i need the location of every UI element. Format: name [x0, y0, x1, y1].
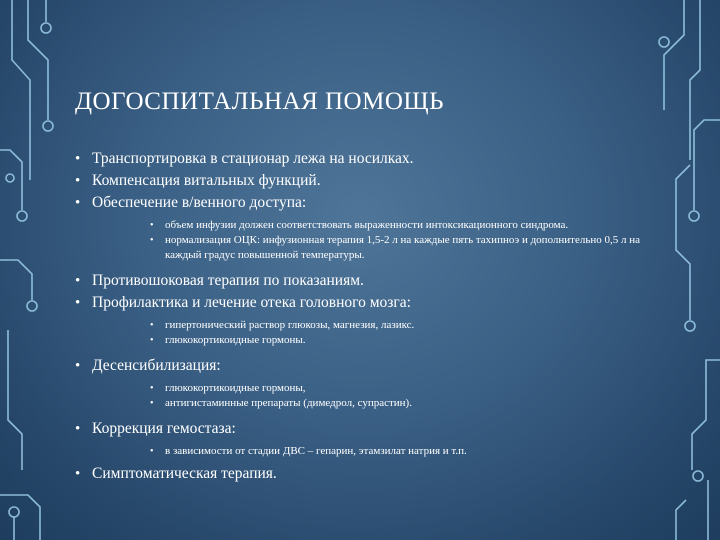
bullet-desensitization: [75, 355, 675, 377]
sub-bullet-text: глюкокортикоидные гормоны.: [165, 334, 306, 346]
bullet-iv-access: [75, 192, 675, 214]
bullet-brain-edema: [75, 292, 675, 314]
sub-bullet-infusion-volume: [150, 218, 660, 233]
sub-bullet-glucocorticoids: [150, 333, 660, 348]
sub-bullet-text: объем инфузии должен соответствовать выраженности интоксикационного синдрома.: [165, 219, 569, 231]
bullet-icon: •: [75, 466, 81, 482]
bullet-text: Обеспечение в/венного доступа:: [92, 194, 307, 211]
bullet-icon: •: [75, 421, 81, 437]
sub-bullet-icon: •: [150, 335, 154, 346]
sub-bullet-icon: •: [150, 235, 154, 246]
bullet-text: Профилактика и лечение отека головного мозга:: [92, 294, 411, 311]
slide-content: [75, 148, 675, 485]
bullet-vital-functions: [75, 170, 675, 192]
bullet-text: Противошоковая терапия по показаниям.: [92, 272, 364, 289]
bullet-text: Десенсибилизация:: [92, 357, 221, 374]
sub-bullet-text: гипертонический раствор глюкозы, магнезия, лазикс.: [165, 319, 415, 331]
sub-bullet-text: глюкокортикоидные гормоны,: [165, 382, 306, 394]
bullet-hemostasis: [75, 418, 675, 440]
bullet-icon: •: [75, 273, 81, 289]
bullet-text: Симптоматическая терапия.: [92, 465, 277, 482]
sub-bullet-antihistamines: [150, 396, 660, 411]
sub-bullet-icon: •: [150, 220, 154, 231]
bullet-icon: •: [75, 195, 81, 211]
bullet-icon: •: [75, 358, 81, 374]
bullet-icon: •: [75, 295, 81, 311]
sub-bullet-icon: •: [150, 320, 154, 331]
sub-bullet-glucocorticoids-2: [150, 381, 660, 396]
sub-bullet-bcv-normalization: [150, 233, 660, 263]
bullet-icon: •: [75, 151, 81, 167]
sub-bullet-icon: •: [150, 446, 154, 457]
slide-title: ДОГОСПИТАЛЬНАЯ ПОМОЩЬ: [75, 88, 444, 115]
bullet-icon: •: [75, 173, 81, 189]
sub-bullet-text: нормализация ОЦК: инфузионная терапия 1,5-2 л на каждые пять тахипноэ и дополнительно 0,5 л на каждый градус повышенной температуры.: [165, 234, 641, 261]
sub-bullet-icon: •: [150, 383, 154, 394]
bullet-text: Транспортировка в стационар лежа на носилках.: [92, 150, 414, 167]
sub-bullet-text: антигистаминные препараты (димедрол, супрастин).: [165, 397, 412, 409]
sub-bullet-hypertonic-solution: [150, 318, 660, 333]
bullet-transport: [75, 148, 675, 170]
sub-bullet-text: в зависимости от стадии ДВС – гепарин, этамзилат натрия и т.п.: [165, 445, 467, 457]
bullet-symptomatic: [75, 463, 675, 485]
sub-bullet-icon: •: [150, 398, 154, 409]
sub-bullet-dic-stage: [150, 444, 660, 459]
bullet-antishock: [75, 270, 675, 292]
bullet-text: Коррекция гемостаза:: [92, 420, 236, 437]
bullet-text: Компенсация витальных функций.: [92, 172, 321, 189]
